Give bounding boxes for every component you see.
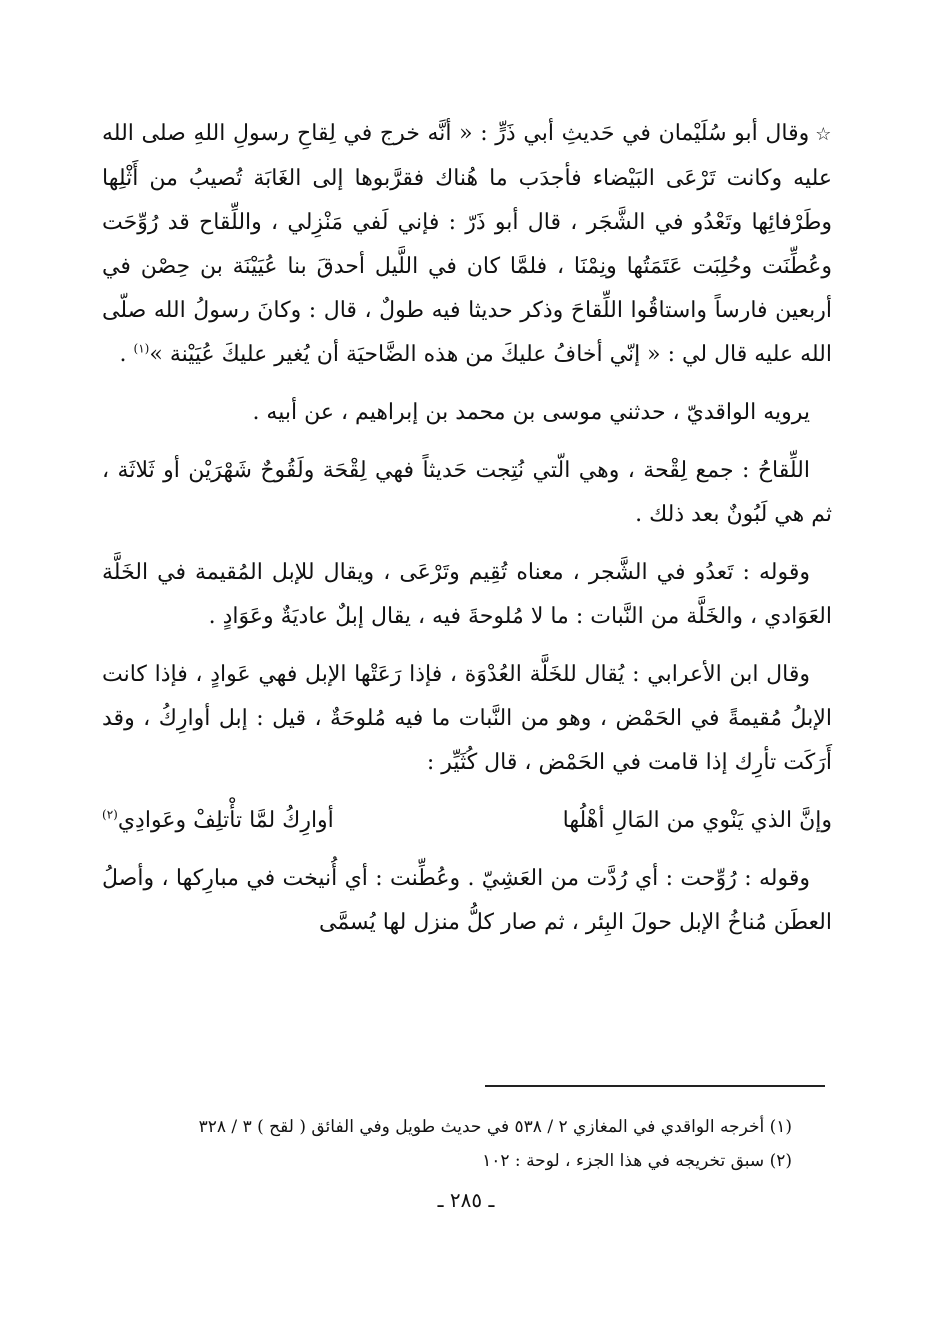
main-text [102,112,832,959]
page-number: ـ ٢٨٥ ـ [437,1188,495,1212]
paragraph-hadith-text: وقال أبو سُلَيْمان في حَديثِ أبي ذَرٍّ : « أنَّه خرج في لِقاحِ رسولِ اللهِ صلى الله عليه وكانت تَرْعَى البَيْضاء فأجدَب ما هُناك فقرَّبوها إلى الغَابَة تُصيبُ من أَثْلِها وطَرْفائِها وتَعْدُو في الشَّجَر ، قال أبو ذَرّ : فإني لَفي مَنْزِلي ، واللِّقاح قد رُوِّحَت وعُطِّنَت وحُلِبَت عَتَمَتُها ونِمْنَا ، فلمَّا كان في اللَّيل أحدقَ بنا عُيَيْنَة بن حِصْن في أربعين فارساً واستاقُوا اللِّقاحَ وذكر حديثا فيه طولٌ ، قال : وكانَ رسولُ الله صلّى الله عليه قال لي : « إنّي أخافُ عليكَ من هذه الضَّاحيَة أن يُغير عليكَ عُيَيْنة » [102,121,832,367]
footnote-1: (١) أخرجه الواقدي في المغازي ٢ / ٥٣٨ في حديث طويل وفي الفائق ( لقح ) ٣ / ٣٢٨ [198,1117,792,1137]
paragraph-liqah: اللِّقاحُ : جمع لِقْحة ، وهي الّتي نُتِجت حَديثاً فهي لِقْحَة ولَقُوحٌ شَهْرَيْن أو ثَلاثَة ، ثم هي لَبُونٌ بعد ذلك . [102,458,832,527]
paragraph-tadu: وقوله : تَعدُو في الشَّجر ، معناه تُقِيم وتَرْعَى ، ويقال للإبل المُقيمة في الخَلَّة العَوَادي ، والخَلَّة من النَّبات : ما لا مُلوحةَ فيه ، يقال إبلٌ عاديَةٌ وعَوَادٍ . [102,560,832,629]
verse-second-hemistich: أوارِكُ لمَّا تأْتلِفْ وعَوادِي [117,808,334,833]
paragraph-ruwwihat: وقوله : رُوِّحت : أي رُدَّت من العَشِيّ . وعُطِّنت : أي أُنيخت في مبارِكها ، وأصلُ العطَن مُناخُ الإبل حولَ البِئر ، ثم صار كلُّ منزل لها يُسمَّى [102,866,832,935]
footnotes [102,1110,832,1178]
footnote-separator [485,1085,825,1087]
paragraph-narration: يرويه الواقديّ ، حدثني موسى بن محمد بن إبراهيم ، عن أبيه . [252,400,810,425]
paragraph-ibn-arabi: وقال ابن الأعرابي : يُقال للخَلَّة العُدْوَة ، فإذا رَعَتْها الإبل فهي عَوادٍ ، فإذا كانت الإبلُ مُقيمةً في الحَمْض ، وهو من النَّبات ما فيه مُلوحَةٌ ، قيل : إبل أوارِكُ ، وقد أَرَكَت تأرِك إذا قامت في الحَمْض ، قال كُثَيِّر : [102,662,832,775]
footnote-ref-1: (١) [133,341,150,356]
paragraph-hadith-end: . [119,342,134,367]
footnote-ref-2: (٢) [102,807,118,822]
star-icon: ☆ [815,124,832,145]
verse-second-hemistich-wrap [102,799,334,843]
footnote-2: (٢) سبق تخريجه في هذا الجزء ، لوحة : ١٠٢ [482,1151,792,1171]
verse-first-hemistich: وإنَّ الذي يَنْوي من المَالِ أهْلُها [562,808,832,833]
paragraph-hadith [102,112,832,377]
poetry-verse [102,799,832,843]
